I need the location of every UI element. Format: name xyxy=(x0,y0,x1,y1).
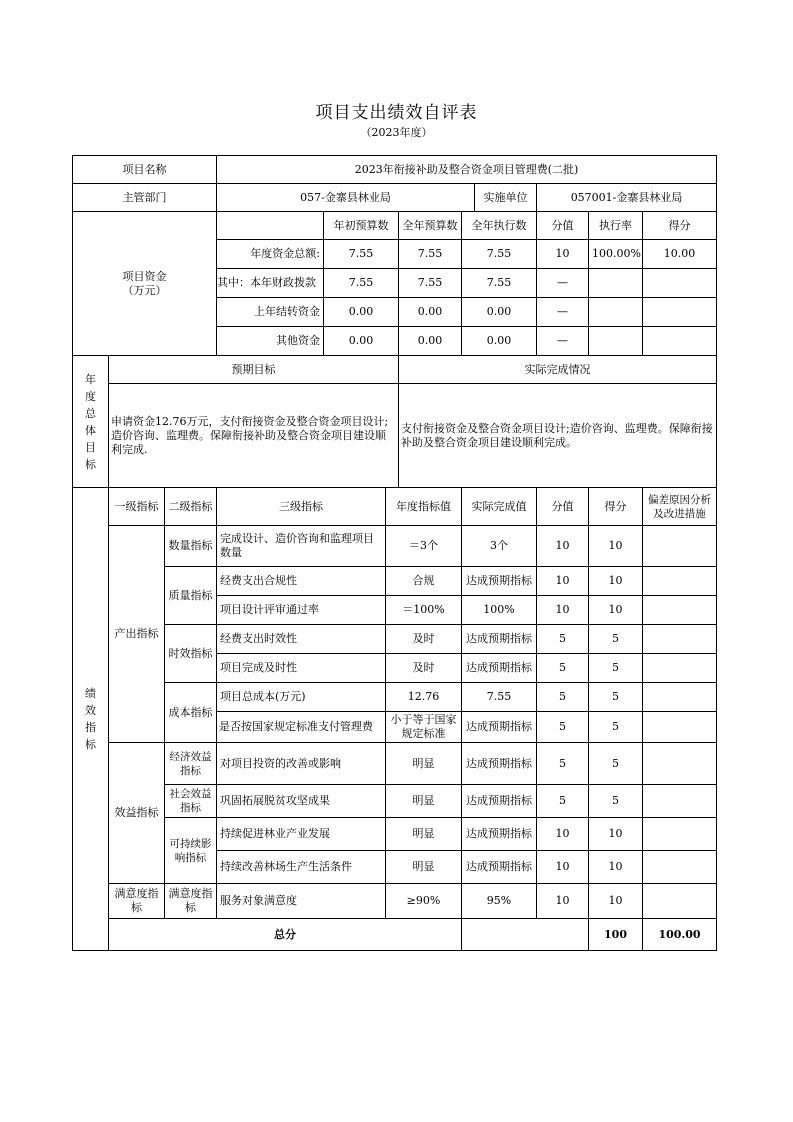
actual-value: 达成预期指标 xyxy=(462,785,537,818)
score-value: 5 xyxy=(589,712,643,743)
total-blank xyxy=(462,919,589,951)
l2-satisfaction: 满意度指标 xyxy=(165,884,217,919)
target-value: ＝100% xyxy=(386,596,462,625)
funds-cell: — xyxy=(537,327,589,356)
target-value: ＝3个 xyxy=(386,526,462,567)
page-subtitle: （2023年度） xyxy=(360,126,433,139)
total-score: 100.00 xyxy=(643,919,717,951)
l3-indicator: 经费支出时效性 xyxy=(217,625,386,654)
l3-indicator: 完成设计、造价咨询和监理项目数量 xyxy=(217,526,386,567)
funds-label xyxy=(73,212,217,356)
weight-value: 10 xyxy=(537,851,589,884)
perf-header-deviation: 偏差原因分析及改进措施 xyxy=(643,488,717,526)
annual-goal-label xyxy=(73,356,109,488)
target-value: 明显 xyxy=(386,851,462,884)
l3-indicator: 对项目投资的改善或影响 xyxy=(217,743,386,785)
target-value: 明显 xyxy=(386,818,462,851)
target-value: 及时 xyxy=(386,654,462,683)
target-value: 明显 xyxy=(386,743,462,785)
l2-economic: 经济效益指标 xyxy=(165,743,217,785)
actual-value: 达成预期指标 xyxy=(462,712,537,743)
actual-value: 100% xyxy=(462,596,537,625)
actual-value: 达成预期指标 xyxy=(462,625,537,654)
actual-value: 3个 xyxy=(462,526,537,567)
weight-value: 10 xyxy=(537,884,589,919)
l2-time: 时效指标 xyxy=(165,625,217,683)
annual-goal-label-text: 年度总体目标 xyxy=(85,372,96,471)
weight-value: 5 xyxy=(537,625,589,654)
weight-value: 10 xyxy=(537,567,589,596)
funds-cell: 7.55 xyxy=(462,269,537,298)
actual-value: 7.55 xyxy=(462,683,537,712)
deviation-note xyxy=(643,851,717,884)
l1-output: 产出指标 xyxy=(109,526,165,743)
l2-quantity: 数量指标 xyxy=(165,526,217,567)
funds-cell: 7.55 xyxy=(399,240,462,269)
funds-header-initial-budget: 年初预算数 xyxy=(324,212,399,240)
funds-header-annual-budget: 全年预算数 xyxy=(399,212,462,240)
funds-header-score-weight: 分值 xyxy=(537,212,589,240)
funds-cell xyxy=(643,327,717,356)
project-name-label: 项目名称 xyxy=(73,156,217,184)
expected-goal-header: 预期目标 xyxy=(109,356,399,384)
score-value: 5 xyxy=(589,743,643,785)
target-value: 合规 xyxy=(386,567,462,596)
actual-value: 达成预期指标 xyxy=(462,567,537,596)
perf-header-weight: 分值 xyxy=(537,488,589,526)
l3-indicator: 项目设计评审通过率 xyxy=(217,596,386,625)
funds-row-label: 其他资金 xyxy=(217,327,324,356)
total-label: 总分 xyxy=(109,919,462,951)
funds-cell: 0.00 xyxy=(462,327,537,356)
l3-indicator: 是否按国家规定标准支付管理费 xyxy=(217,712,386,743)
l2-cost: 成本指标 xyxy=(165,683,217,743)
funds-cell: 7.55 xyxy=(399,269,462,298)
perf-label xyxy=(73,488,109,951)
weight-value: 10 xyxy=(537,818,589,851)
target-value: ≥90% xyxy=(386,884,462,919)
expected-goal-text: 申请资金12.76万元，支付衔接资金及整合资金项目设计;造价咨询、监理费。保障衔接补助及整合资金项目建设顺利完成. xyxy=(109,384,399,488)
l2-quality: 质量指标 xyxy=(165,567,217,625)
l1-satisfaction: 满意度指标 xyxy=(109,884,165,919)
actual-value: 95% xyxy=(462,884,537,919)
funds-label-line1: 项目资金 xyxy=(122,269,167,283)
perf-header-score: 得分 xyxy=(589,488,643,526)
actual-value: 达成预期指标 xyxy=(462,818,537,851)
unit-value: 057001-金寨县林业局 xyxy=(537,184,717,212)
deviation-note xyxy=(643,712,717,743)
project-name-value: 2023年衔接补助及整合资金项目管理费(二批) xyxy=(217,156,717,184)
funds-header-blank xyxy=(217,212,324,240)
deviation-note xyxy=(643,567,717,596)
l3-indicator: 经费支出合规性 xyxy=(217,567,386,596)
funds-cell: — xyxy=(537,269,589,298)
score-value: 5 xyxy=(589,683,643,712)
funds-cell: 0.00 xyxy=(324,298,399,327)
deviation-note xyxy=(643,654,717,683)
deviation-note xyxy=(643,683,717,712)
score-value: 5 xyxy=(589,654,643,683)
funds-cell: 7.55 xyxy=(324,240,399,269)
funds-cell xyxy=(643,269,717,298)
score-value: 5 xyxy=(589,785,643,818)
actual-completion-text: 支付衔接资金及整合资金项目设计;造价咨询、监理费。保障衔接补助及整合资金项目建设顺利完成。 xyxy=(399,384,717,488)
score-value: 10 xyxy=(589,567,643,596)
deviation-note xyxy=(643,526,717,567)
funds-cell: 0.00 xyxy=(399,298,462,327)
funds-row-label: 上年结转资金 xyxy=(217,298,324,327)
actual-value: 达成预期指标 xyxy=(462,654,537,683)
deviation-note xyxy=(643,625,717,654)
weight-value: 5 xyxy=(537,683,589,712)
actual-completion-header: 实际完成情况 xyxy=(399,356,717,384)
score-value: 10 xyxy=(589,851,643,884)
target-value: 小于等于国家规定标准 xyxy=(386,712,462,743)
unit-label: 实施单位 xyxy=(475,184,537,212)
deviation-note xyxy=(643,596,717,625)
funds-row-label: 其中：本年财政拨款 xyxy=(217,269,324,298)
target-value: 及时 xyxy=(386,625,462,654)
deviation-note xyxy=(643,884,717,919)
perf-header-l3: 三级指标 xyxy=(217,488,386,526)
funds-cell: 7.55 xyxy=(324,269,399,298)
dept-label: 主管部门 xyxy=(73,184,217,212)
funds-cell: 100.00% xyxy=(589,240,643,269)
deviation-note xyxy=(643,818,717,851)
weight-value: 10 xyxy=(537,596,589,625)
funds-row-label: 年度资金总额: xyxy=(217,240,324,269)
page-title: 项目支出绩效自评表 xyxy=(315,103,478,123)
funds-cell xyxy=(589,298,643,327)
funds-cell: 0.00 xyxy=(324,327,399,356)
funds-cell: 10.00 xyxy=(643,240,717,269)
weight-value: 5 xyxy=(537,785,589,818)
dept-value: 057-金寨县林业局 xyxy=(217,184,475,212)
funds-header-exec-rate: 执行率 xyxy=(589,212,643,240)
l3-indicator: 持续促进林业产业发展 xyxy=(217,818,386,851)
perf-header-target: 年度指标值 xyxy=(386,488,462,526)
l1-benefit: 效益指标 xyxy=(109,743,165,884)
funds-cell xyxy=(643,298,717,327)
total-weight: 100 xyxy=(589,919,643,951)
l3-indicator: 服务对象满意度 xyxy=(217,884,386,919)
weight-value: 10 xyxy=(537,526,589,567)
weight-value: 5 xyxy=(537,654,589,683)
score-value: 5 xyxy=(589,625,643,654)
score-value: 10 xyxy=(589,596,643,625)
funds-cell: — xyxy=(537,298,589,327)
score-value: 10 xyxy=(589,818,643,851)
l3-indicator: 持续改善林场生产生活条件 xyxy=(217,851,386,884)
funds-cell: 0.00 xyxy=(462,298,537,327)
funds-header-executed: 全年执行数 xyxy=(462,212,537,240)
deviation-note xyxy=(643,743,717,785)
perf-label-text: 绩效指标 xyxy=(85,687,96,751)
funds-header-score: 得分 xyxy=(643,212,717,240)
weight-value: 5 xyxy=(537,712,589,743)
perf-header-l2: 二级指标 xyxy=(165,488,217,526)
weight-value: 5 xyxy=(537,743,589,785)
funds-cell xyxy=(589,327,643,356)
score-value: 10 xyxy=(589,526,643,567)
funds-cell: 7.55 xyxy=(462,240,537,269)
funds-cell: 10 xyxy=(537,240,589,269)
evaluation-table xyxy=(72,155,717,951)
actual-value: 达成预期指标 xyxy=(462,743,537,785)
l3-indicator: 巩固拓展脱贫攻坚成果 xyxy=(217,785,386,818)
deviation-note xyxy=(643,785,717,818)
l3-indicator: 项目完成及时性 xyxy=(217,654,386,683)
perf-header-actual: 实际完成值 xyxy=(462,488,537,526)
score-value: 10 xyxy=(589,884,643,919)
l2-sustain: 可持续影响指标 xyxy=(165,818,217,884)
l2-social: 社会效益指标 xyxy=(165,785,217,818)
funds-cell: 0.00 xyxy=(399,327,462,356)
funds-label-line2: （万元） xyxy=(122,283,167,297)
target-value: 12.76 xyxy=(386,683,462,712)
target-value: 明显 xyxy=(386,785,462,818)
funds-cell xyxy=(589,269,643,298)
perf-header-l1: 一级指标 xyxy=(109,488,165,526)
l3-indicator: 项目总成本(万元) xyxy=(217,683,386,712)
actual-value: 达成预期指标 xyxy=(462,851,537,884)
